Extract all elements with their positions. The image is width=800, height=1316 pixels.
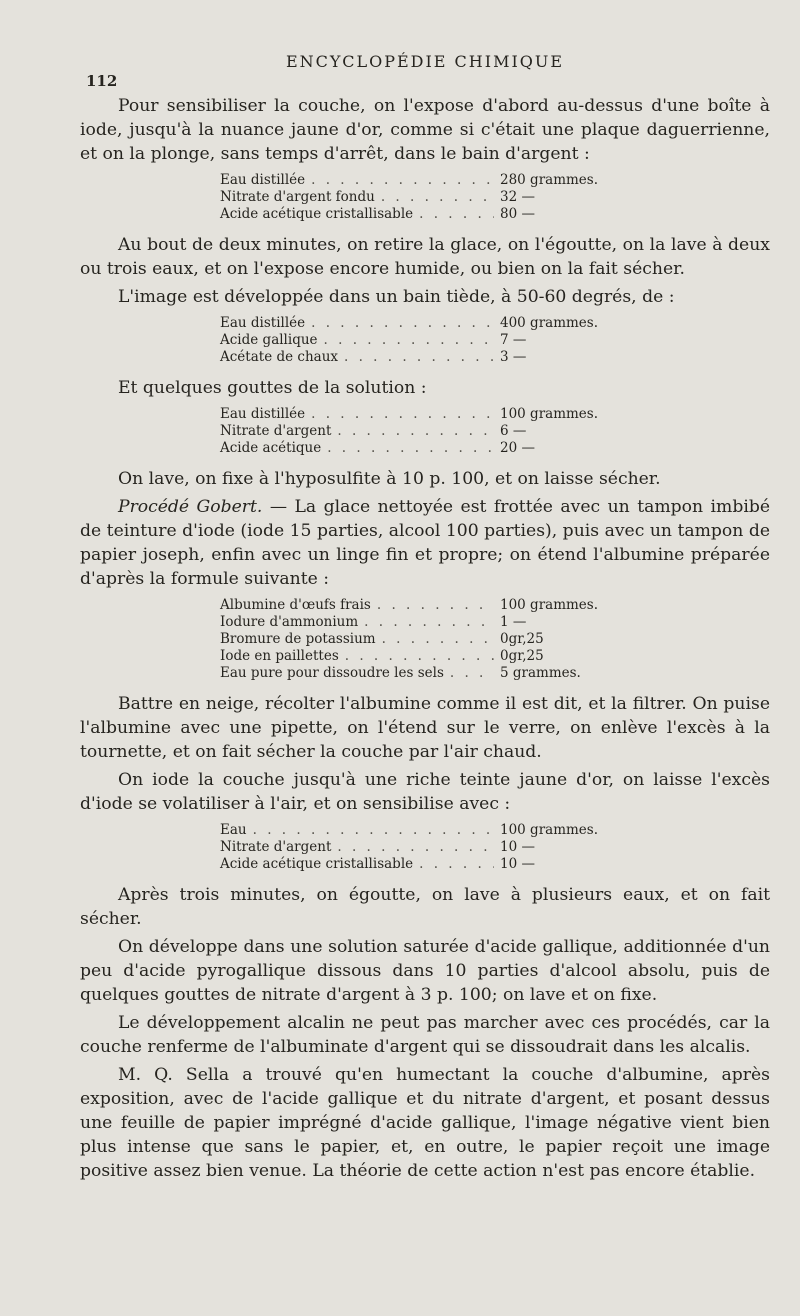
ingredient-name: Eau distillée	[220, 172, 306, 188]
recipe-row	[220, 206, 640, 223]
ingredient-name: Eau	[220, 822, 247, 838]
paragraph-text: Et quelques gouttes de la solution :	[118, 378, 427, 398]
ingredient-quantity: 10 —	[500, 839, 535, 855]
ingredient-quantity: 400 grammes.	[500, 315, 599, 331]
recipe-row	[220, 839, 640, 856]
recipe-row	[220, 665, 640, 682]
recipe-row	[220, 631, 640, 648]
recipe-row	[220, 315, 640, 332]
page-number: 112	[86, 72, 118, 90]
dot-leader	[377, 597, 494, 614]
recipe-table	[220, 597, 640, 682]
recipe-row	[220, 406, 640, 423]
ingredient-quantity: 100 grammes.	[500, 406, 599, 422]
ingredient-quantity: 20 —	[500, 440, 535, 456]
dot-leader	[381, 189, 494, 206]
dot-leader	[324, 332, 494, 349]
dot-leader	[344, 349, 494, 366]
paragraph-text: Battre en neige, récolter l'albumine comme il est dit, et la filtrer. On puise l'albumine avec une pipette, on l'étend sur le verre, on enlève l'excès à la tournette, et on fait sécher la couche par l'air chaud.	[80, 694, 770, 762]
paragraph	[80, 94, 770, 166]
ingredient-name: Acétate de chaux	[220, 349, 339, 365]
ingredient-name: Acide acétique cristallisable	[220, 206, 414, 222]
ingredient-name: Nitrate d'argent	[220, 423, 332, 439]
ingredient-quantity: 3 —	[500, 349, 527, 365]
dot-leader	[345, 648, 494, 665]
paragraph	[80, 1063, 770, 1183]
paragraph	[80, 376, 770, 400]
paragraph	[80, 935, 770, 1007]
ingredient-name: Nitrate d'argent	[220, 839, 332, 855]
paragraph	[80, 768, 770, 816]
ingredient-quantity: 10 —	[500, 856, 535, 872]
paragraph-text: On iode la couche jusqu'à une riche teinte jaune d'or, on laisse l'excès d'iode se volatiliser à l'air, et on sensibilise avec :	[80, 770, 770, 814]
ingredient-name: Iodure d'ammonium	[220, 614, 359, 630]
ingredient-name: Bromure de potassium	[220, 631, 376, 647]
paragraph	[80, 467, 770, 491]
paragraph-text: Pour sensibiliser la couche, on l'expose d'abord au-dessus d'une boîte à iode, jusqu'à la nuance jaune d'or, comme si c'était une plaque daguerrienne, et on la plonge, sans temps d'arrêt, dans le bain d'argent :	[80, 96, 770, 164]
ingredient-name: Eau pure pour dissoudre les sels	[220, 665, 444, 681]
paragraph-text: On lave, on fixe à l'hyposulfite à 10 p. 100, et on laisse sécher.	[118, 469, 661, 489]
paragraph	[80, 883, 770, 931]
dot-leader	[337, 423, 494, 440]
recipe-row	[220, 614, 640, 631]
ingredient-quantity: 100 grammes.	[500, 597, 599, 613]
ingredient-name: Acide acétique	[220, 440, 322, 456]
ingredient-quantity: 0gr,25	[500, 648, 544, 664]
dot-leader	[419, 856, 494, 873]
ingredient-quantity: 80 —	[500, 206, 535, 222]
dot-leader	[311, 172, 494, 189]
paragraph	[80, 495, 770, 591]
paragraph-text: M. Q. Sella a trouvé qu'en humectant la couche d'albumine, après exposition, avec de l'acide gallique et du nitrate d'argent, et posant dessus une feuille de papier imprégné d'acide gallique, l'image négative vient bien plus intense que sans le papier, et, en outre, le papier reçoit une image positive assez bien venue. La théorie de cette action n'est pas encore établie.	[80, 1065, 770, 1181]
dot-leader	[450, 665, 494, 682]
ingredient-name: Eau distillée	[220, 315, 306, 331]
ingredient-name: Iode en paillettes	[220, 648, 339, 664]
dot-leader	[419, 206, 494, 223]
dot-leader	[311, 406, 494, 423]
ingredient-quantity: 1 —	[500, 614, 527, 630]
paragraph-text: Après trois minutes, on égoutte, on lave à plusieurs eaux, et on fait sécher.	[80, 885, 770, 929]
dot-leader	[253, 822, 494, 839]
ingredient-quantity: 6 —	[500, 423, 527, 439]
ingredient-name: Albumine d'œufs frais	[220, 597, 371, 613]
running-title: ENCYCLOPÉDIE CHIMIQUE	[286, 52, 565, 71]
ingredient-name: Eau distillée	[220, 406, 306, 422]
ingredient-quantity: 7 —	[500, 332, 527, 348]
paragraph	[80, 233, 770, 281]
recipe-row	[220, 349, 640, 366]
dot-leader	[364, 614, 494, 631]
page-header	[86, 50, 760, 90]
dot-leader	[311, 315, 494, 332]
page-body	[80, 94, 770, 1187]
ingredient-quantity: 32 —	[500, 189, 535, 205]
recipe-row	[220, 440, 640, 457]
ingredient-name: Acide acétique cristallisable	[220, 856, 414, 872]
paragraph-text: L'image est développée dans un bain tiède, à 50-60 degrés, de :	[118, 287, 675, 307]
recipe-row	[220, 648, 640, 665]
dot-leader	[382, 631, 494, 648]
recipe-row	[220, 423, 640, 440]
paragraph-text: On développe dans une solution saturée d'acide gallique, additionnée d'un peu d'acide pyrogallique dissous dans 10 parties d'alcool absolu, puis de quelques gouttes de nitrate d'argent à 3 p. 100; on lave et on fixe.	[80, 937, 770, 1005]
paragraph	[80, 1011, 770, 1059]
recipe-row	[220, 856, 640, 873]
paragraph-italic-lead: Procédé Gobert.	[118, 497, 263, 517]
dot-leader	[337, 839, 494, 856]
recipe-row	[220, 822, 640, 839]
recipe-row	[220, 332, 640, 349]
ingredient-quantity: 0gr,25	[500, 631, 544, 647]
ingredient-name: Nitrate d'argent fondu	[220, 189, 375, 205]
dot-leader	[327, 440, 494, 457]
paragraph-text: — La glace nettoyée est frottée avec un tampon imbibé de teinture d'iode (iode 15 parties, alcool 100 parties), puis avec un tampon de papier joseph, enfin avec un linge fin et propre; on étend l'albumine préparée d'après la formule suivante :	[80, 497, 771, 589]
paragraph	[80, 692, 770, 764]
ingredient-quantity: 5 grammes.	[500, 665, 581, 681]
recipe-table	[220, 315, 640, 366]
recipe-table	[220, 172, 640, 223]
ingredient-quantity: 280 grammes.	[500, 172, 599, 188]
ingredient-name: Acide gallique	[220, 332, 318, 348]
paragraph	[80, 285, 770, 309]
paragraph-text: Au bout de deux minutes, on retire la glace, on l'égoutte, on la lave à deux ou trois eaux, et on l'expose encore humide, ou bien on la fait sécher.	[80, 235, 770, 279]
recipe-row	[220, 172, 640, 189]
ingredient-quantity: 100 grammes.	[500, 822, 599, 838]
recipe-row	[220, 597, 640, 614]
recipe-row	[220, 189, 640, 206]
recipe-table	[220, 822, 640, 873]
paragraph-text: Le développement alcalin ne peut pas marcher avec ces procédés, car la couche renferme de l'albuminate d'argent qui se dissoudrait dans les alcalis.	[80, 1013, 770, 1057]
recipe-table	[220, 406, 640, 457]
